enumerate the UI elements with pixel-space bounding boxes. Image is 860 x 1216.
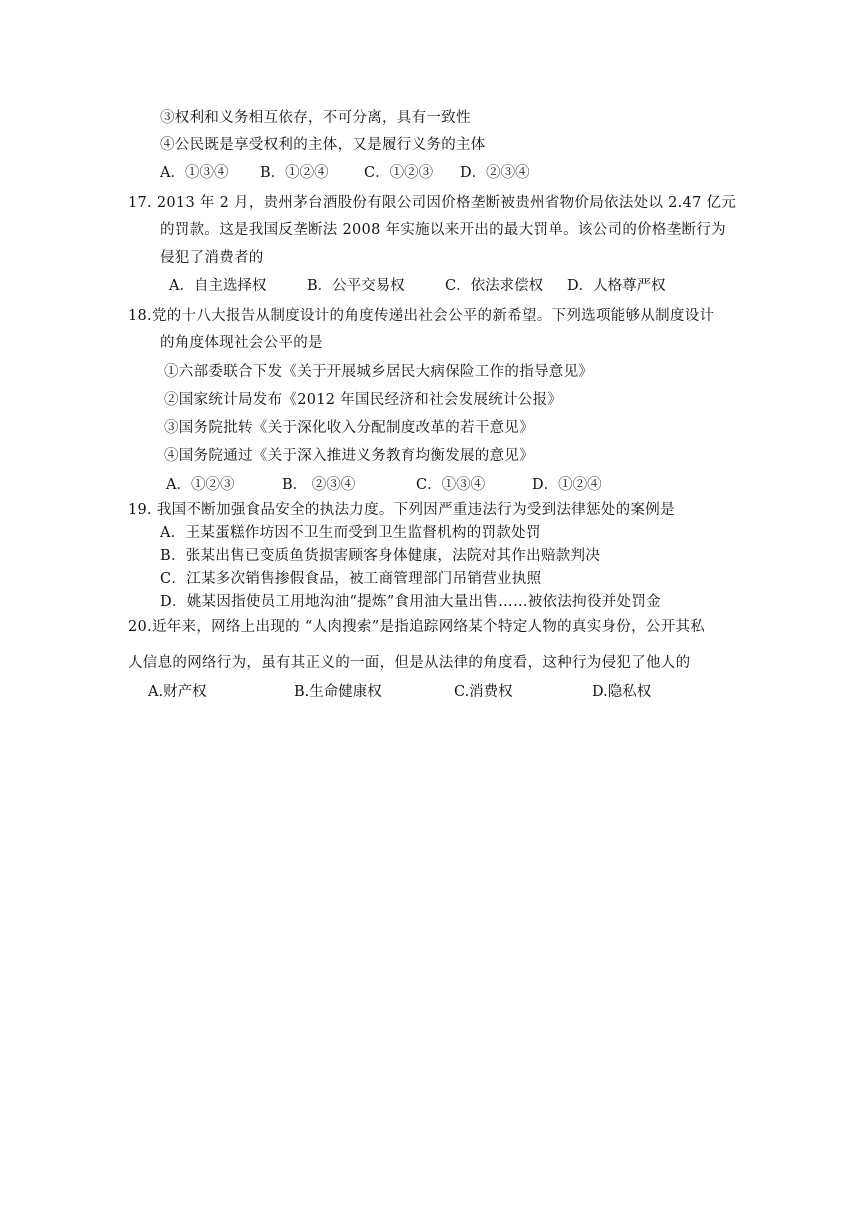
q18-statement-3: ③国务院批转《关于深化收入分配制度改革的若干意见》 bbox=[164, 420, 534, 436]
q17-option-c: C．依法求偿权 bbox=[445, 278, 544, 294]
q18-statement-4: ④国务院通过《关于深入推进义务教育均衡发展的意见》 bbox=[164, 448, 534, 464]
q16-option-d: D．②③④ bbox=[460, 165, 530, 181]
q18-option-b: B． ②③④ bbox=[282, 477, 356, 493]
q17-option-a: A．自主选择权 bbox=[169, 278, 267, 294]
q17-option-b: B．公平交易权 bbox=[307, 278, 405, 294]
q17-stem-line-3: 侵犯了消费者的 bbox=[160, 250, 264, 266]
q20-option-d: D.隐私权 bbox=[592, 684, 652, 700]
q20-option-c: C.消费权 bbox=[454, 684, 513, 700]
q19-option-c: C．江某多次销售掺假食品，被工商管理部门吊销营业执照 bbox=[160, 571, 542, 587]
q17-stem-line-2: 的罚款。这是我国反垄断法 2008 年实施以来开出的最大罚单。该公司的价格垄断行为 bbox=[160, 222, 726, 238]
q18-stem-line-2: 的角度体现社会公平的是 bbox=[160, 335, 323, 351]
q17-stem-line-1: 17. 2013 年 2 月，贵州茅台酒股份有限公司因价格垄断被贵州省物价局依法处以 2.47 亿元 bbox=[128, 195, 737, 211]
q16-option-a: A．①③④ bbox=[160, 165, 229, 181]
q19-stem: 19. 我国不断加强食品安全的执法力度。下列因严重违法行为受到法律惩处的案例是 bbox=[128, 502, 675, 518]
q18-stem-line-1: 18.党的十八大报告从制度设计的角度传递出社会公平的新希望。下列选项能够从制度设计 bbox=[128, 308, 715, 324]
q20-option-a: A.财产权 bbox=[148, 684, 207, 700]
q18-option-a: A．①②③ bbox=[166, 477, 235, 493]
q18-statement-1: ①六部委联合下发《关于开展城乡居民大病保险工作的指导意见》 bbox=[164, 364, 594, 380]
q16-option-c: C．①②③ bbox=[364, 165, 434, 181]
q16-option-b: B．①②④ bbox=[260, 165, 329, 181]
q16-statement-4: ④公民既是享受权利的主体，又是履行义务的主体 bbox=[160, 137, 486, 153]
q20-stem-line-2: 人信息的网络行为，虽有其正义的一面，但是从法律的角度看，这种行为侵犯了他人的 bbox=[128, 655, 691, 671]
q18-statement-2: ②国家统计局发布《2012 年国民经济和社会发展统计公报》 bbox=[164, 392, 563, 408]
q20-stem-line-1: 20.近年来，网络上出现的 “人肉搜索”是指追踪网络某个特定人物的真实身份，公开其私 bbox=[128, 619, 706, 635]
q18-option-d: D．①②④ bbox=[532, 477, 602, 493]
q19-option-b: B．张某出售已变质鱼货损害顾客身体健康，法院对其作出赔款判决 bbox=[160, 548, 601, 564]
q19-option-d: D．姚某因指使员工用地沟油“提炼”食用油大量出售……被依法拘役并处罚金 bbox=[160, 594, 661, 610]
q20-option-b: B.生命健康权 bbox=[294, 684, 382, 700]
q17-option-d: D．人格尊严权 bbox=[567, 278, 666, 294]
q19-option-a: A．王某蛋糕作坊因不卫生而受到卫生监督机构的罚款处罚 bbox=[160, 525, 541, 541]
q18-option-c: C．①③④ bbox=[416, 477, 486, 493]
q16-statement-3: ③权利和义务相互依存，不可分离，具有一致性 bbox=[160, 110, 471, 126]
